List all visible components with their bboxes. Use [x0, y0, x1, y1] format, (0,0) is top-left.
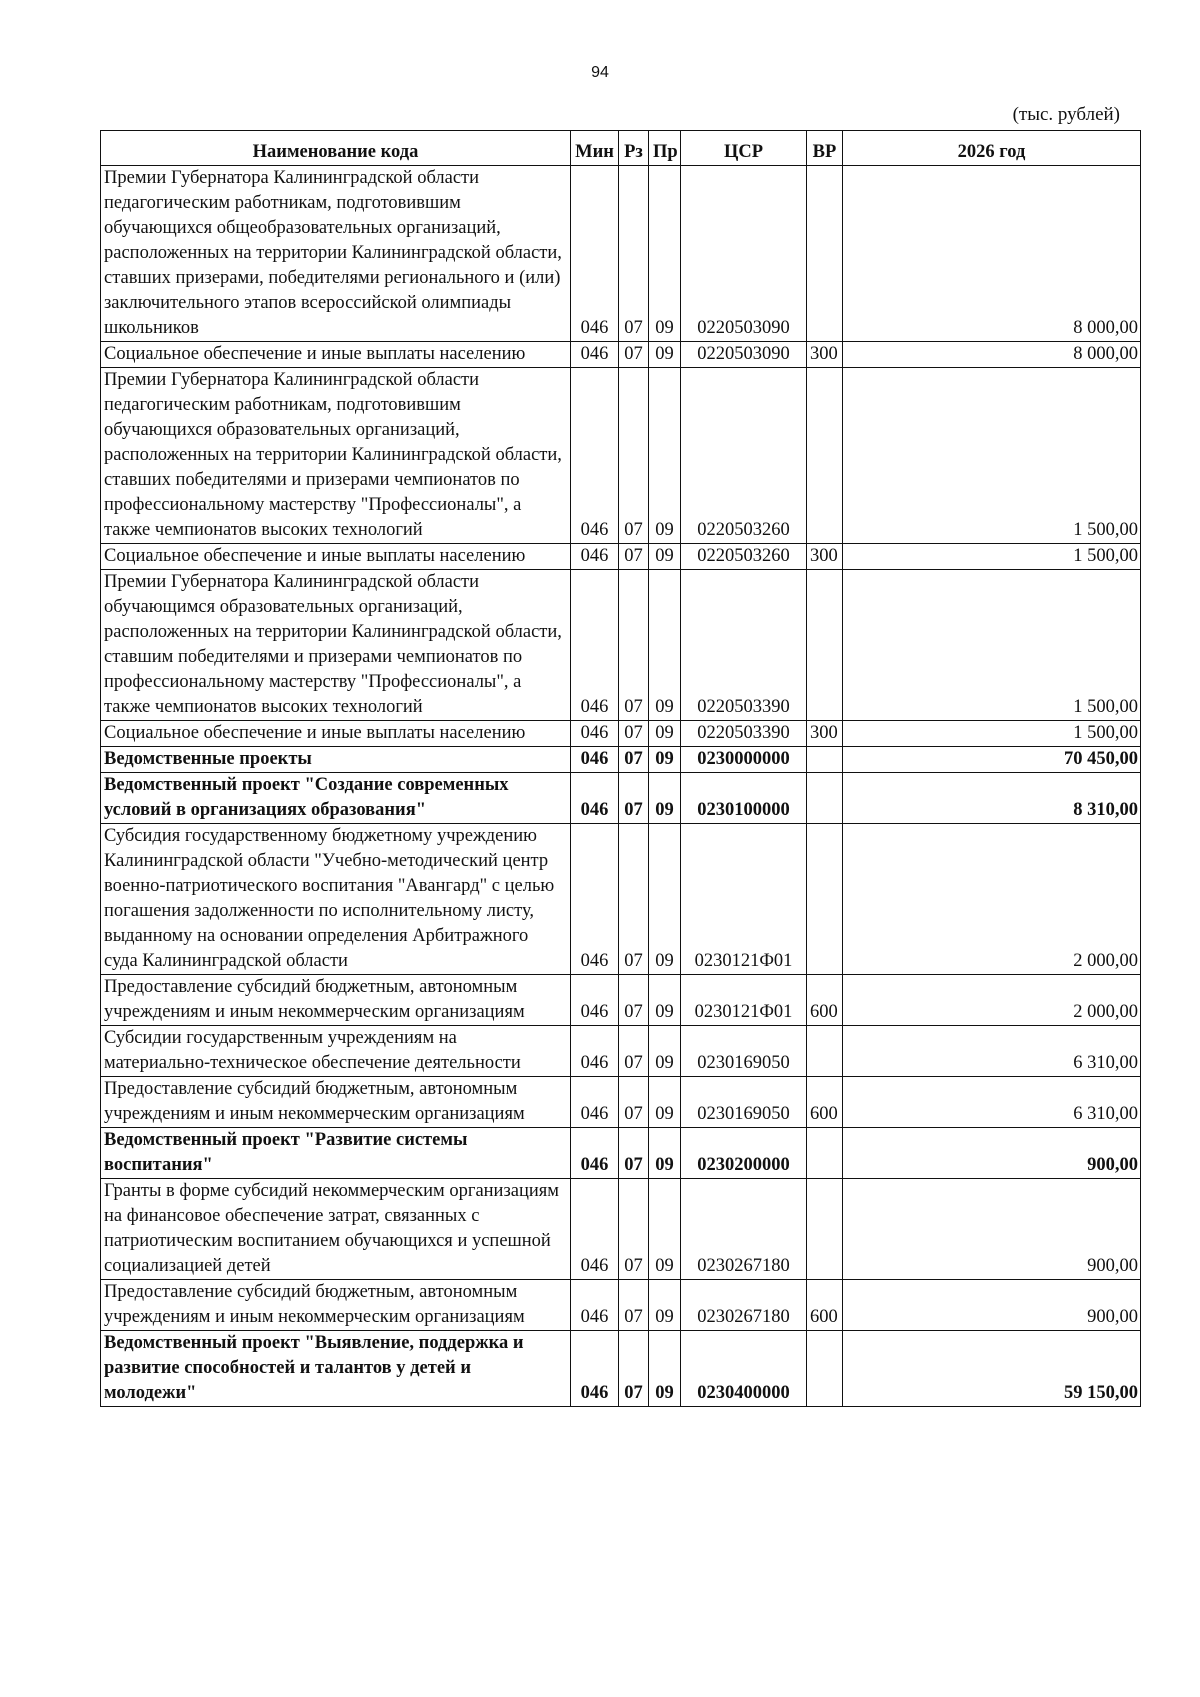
cell-name: Предоставление субсидий бюджетным, автономным учреждениям и иным некоммерческим организациям: [101, 975, 571, 1026]
cell-rz: 07: [619, 1179, 649, 1280]
table-row: [101, 721, 1141, 747]
cell-min: 046: [571, 1331, 619, 1407]
cell-min: 046: [571, 773, 619, 824]
cell-csr: 0230267180: [681, 1179, 807, 1280]
cell-vr: [807, 1026, 843, 1077]
cell-pr: 09: [649, 824, 681, 975]
cell-min: 046: [571, 1179, 619, 1280]
cell-vr: [807, 570, 843, 721]
cell-pr: 09: [649, 1179, 681, 1280]
cell-name: Гранты в форме субсидий некоммерческим организациям на финансовое обеспечение затрат, связанных с патриотическим воспитанием обучающихся и успешной социализацией детей: [101, 1179, 571, 1280]
cell-min: 046: [571, 1026, 619, 1077]
header-rz: Рз: [619, 131, 649, 166]
cell-min: 046: [571, 166, 619, 342]
cell-rz: 07: [619, 1128, 649, 1179]
cell-min: 046: [571, 570, 619, 721]
cell-csr: 0230400000: [681, 1331, 807, 1407]
cell-csr: 0230200000: [681, 1128, 807, 1179]
cell-csr: 0230000000: [681, 747, 807, 773]
cell-amount: 6 310,00: [843, 1026, 1141, 1077]
cell-name: Социальное обеспечение и иные выплаты населению: [101, 342, 571, 368]
cell-pr: 09: [649, 342, 681, 368]
cell-name: Ведомственный проект "Выявление, поддержка и развитие способностей и талантов у детей и молодежи": [101, 1331, 571, 1407]
cell-csr: 0230169050: [681, 1077, 807, 1128]
cell-csr: 0220503090: [681, 342, 807, 368]
cell-pr: 09: [649, 975, 681, 1026]
cell-pr: 09: [649, 1128, 681, 1179]
cell-vr: [807, 1179, 843, 1280]
cell-rz: 07: [619, 975, 649, 1026]
cell-min: 046: [571, 824, 619, 975]
cell-rz: 07: [619, 570, 649, 721]
cell-amount: 2 000,00: [843, 824, 1141, 975]
cell-vr: [807, 1128, 843, 1179]
table-row: [101, 975, 1141, 1026]
cell-vr: 300: [807, 544, 843, 570]
cell-vr: [807, 1331, 843, 1407]
cell-csr: 0220503090: [681, 166, 807, 342]
cell-rz: 07: [619, 1077, 649, 1128]
cell-pr: 09: [649, 544, 681, 570]
cell-amount: 59 150,00: [843, 1331, 1141, 1407]
header-year: 2026 год: [843, 131, 1141, 166]
cell-amount: 1 500,00: [843, 570, 1141, 721]
cell-pr: 09: [649, 773, 681, 824]
cell-csr: 0220503260: [681, 544, 807, 570]
units-label: (тыс. рублей): [1012, 104, 1120, 125]
header-pr: Пр: [649, 131, 681, 166]
table-row: [101, 773, 1141, 824]
cell-pr: 09: [649, 721, 681, 747]
cell-vr: 600: [807, 1077, 843, 1128]
cell-amount: 1 500,00: [843, 544, 1141, 570]
cell-csr: 0230121Ф01: [681, 975, 807, 1026]
cell-pr: 09: [649, 1026, 681, 1077]
cell-vr: 600: [807, 1280, 843, 1331]
cell-vr: [807, 824, 843, 975]
cell-vr: [807, 166, 843, 342]
cell-csr: 0230121Ф01: [681, 824, 807, 975]
cell-pr: 09: [649, 166, 681, 342]
header-name: Наименование кода: [101, 131, 571, 166]
cell-rz: 07: [619, 721, 649, 747]
cell-min: 046: [571, 368, 619, 544]
cell-name: Социальное обеспечение и иные выплаты населению: [101, 544, 571, 570]
cell-rz: 07: [619, 544, 649, 570]
cell-name: Ведомственный проект "Создание современных условий в организациях образования": [101, 773, 571, 824]
cell-rz: 07: [619, 1280, 649, 1331]
table-row: [101, 1331, 1141, 1407]
cell-min: 046: [571, 747, 619, 773]
cell-rz: 07: [619, 773, 649, 824]
cell-rz: 07: [619, 1026, 649, 1077]
cell-csr: 0230100000: [681, 773, 807, 824]
table-row: [101, 1077, 1141, 1128]
cell-min: 046: [571, 1077, 619, 1128]
table-row: [101, 747, 1141, 773]
cell-amount: 8 000,00: [843, 342, 1141, 368]
page-number: 94: [591, 64, 609, 81]
cell-amount: 8 310,00: [843, 773, 1141, 824]
table-row: [101, 544, 1141, 570]
cell-csr: 0220503260: [681, 368, 807, 544]
header-csr: ЦСР: [681, 131, 807, 166]
table-row: [101, 570, 1141, 721]
cell-amount: 8 000,00: [843, 166, 1141, 342]
cell-rz: 07: [619, 1331, 649, 1407]
table-row: [101, 1026, 1141, 1077]
header-vr: ВР: [807, 131, 843, 166]
cell-name: Субсидия государственному бюджетному учреждению Калининградской области "Учебно-методический центр военно-патриотического воспитания "Авангард" с целью погашения задолженности по исполнительному листу, выданному на основании определения Арбитражного суда Калининградской области: [101, 824, 571, 975]
cell-rz: 07: [619, 747, 649, 773]
cell-name: Ведомственный проект "Развитие системы воспитания": [101, 1128, 571, 1179]
cell-pr: 09: [649, 368, 681, 544]
table-row: [101, 166, 1141, 342]
cell-amount: 6 310,00: [843, 1077, 1141, 1128]
table-row: [101, 1128, 1141, 1179]
cell-amount: 900,00: [843, 1128, 1141, 1179]
cell-csr: 0230169050: [681, 1026, 807, 1077]
cell-rz: 07: [619, 342, 649, 368]
cell-name: Премии Губернатора Калининградской области педагогическим работникам, подготовившим обучающихся общеобразовательных организаций, расположенных на территории Калининградской области, ставших призерами, победителями регионального и (или) заключительного этапов всероссийской олимпиады школьников: [101, 166, 571, 342]
cell-rz: 07: [619, 368, 649, 544]
cell-vr: 300: [807, 721, 843, 747]
cell-name: Предоставление субсидий бюджетным, автономным учреждениям и иным некоммерческим организациям: [101, 1077, 571, 1128]
cell-vr: 300: [807, 342, 843, 368]
cell-name: Социальное обеспечение и иные выплаты населению: [101, 721, 571, 747]
cell-name: Субсидии государственным учреждениям на материально-техническое обеспечение деятельности: [101, 1026, 571, 1077]
header-min: Мин: [571, 131, 619, 166]
table-row: [101, 368, 1141, 544]
table-row: [101, 342, 1141, 368]
cell-vr: 600: [807, 975, 843, 1026]
cell-rz: 07: [619, 166, 649, 342]
table-row: [101, 824, 1141, 975]
cell-csr: 0220503390: [681, 721, 807, 747]
cell-min: 046: [571, 975, 619, 1026]
table-row: [101, 1179, 1141, 1280]
cell-vr: [807, 773, 843, 824]
cell-csr: 0220503390: [681, 570, 807, 721]
cell-amount: 1 500,00: [843, 721, 1141, 747]
cell-min: 046: [571, 1280, 619, 1331]
cell-name: Ведомственные проекты: [101, 747, 571, 773]
budget-table: [100, 130, 1141, 1407]
cell-min: 046: [571, 721, 619, 747]
cell-pr: 09: [649, 1077, 681, 1128]
cell-min: 046: [571, 544, 619, 570]
cell-pr: 09: [649, 570, 681, 721]
cell-amount: 1 500,00: [843, 368, 1141, 544]
cell-rz: 07: [619, 824, 649, 975]
cell-name: Премии Губернатора Калининградской области обучающимся образовательных организаций, расположенных на территории Калининградской области, ставшим победителями и призерами чемпионатов по профессиональному мастерству "Профессионалы", а также чемпионатов высоких технологий: [101, 570, 571, 721]
cell-min: 046: [571, 1128, 619, 1179]
cell-min: 046: [571, 342, 619, 368]
cell-vr: [807, 747, 843, 773]
cell-amount: 900,00: [843, 1280, 1141, 1331]
cell-name: Предоставление субсидий бюджетным, автономным учреждениям и иным некоммерческим организациям: [101, 1280, 571, 1331]
cell-amount: 900,00: [843, 1179, 1141, 1280]
cell-amount: 2 000,00: [843, 975, 1141, 1026]
cell-pr: 09: [649, 1280, 681, 1331]
cell-vr: [807, 368, 843, 544]
cell-pr: 09: [649, 1331, 681, 1407]
cell-pr: 09: [649, 747, 681, 773]
cell-name: Премии Губернатора Калининградской области педагогическим работникам, подготовившим обучающихся образовательных организаций, расположенных на территории Калининградской области, ставших победителями и призерами чемпионатов по профессиональному мастерству "Профессионалы", а также чемпионатов высоких технологий: [101, 368, 571, 544]
cell-amount: 70 450,00: [843, 747, 1141, 773]
table-row: [101, 1280, 1141, 1331]
cell-csr: 0230267180: [681, 1280, 807, 1331]
table-header-row: [101, 131, 1141, 166]
